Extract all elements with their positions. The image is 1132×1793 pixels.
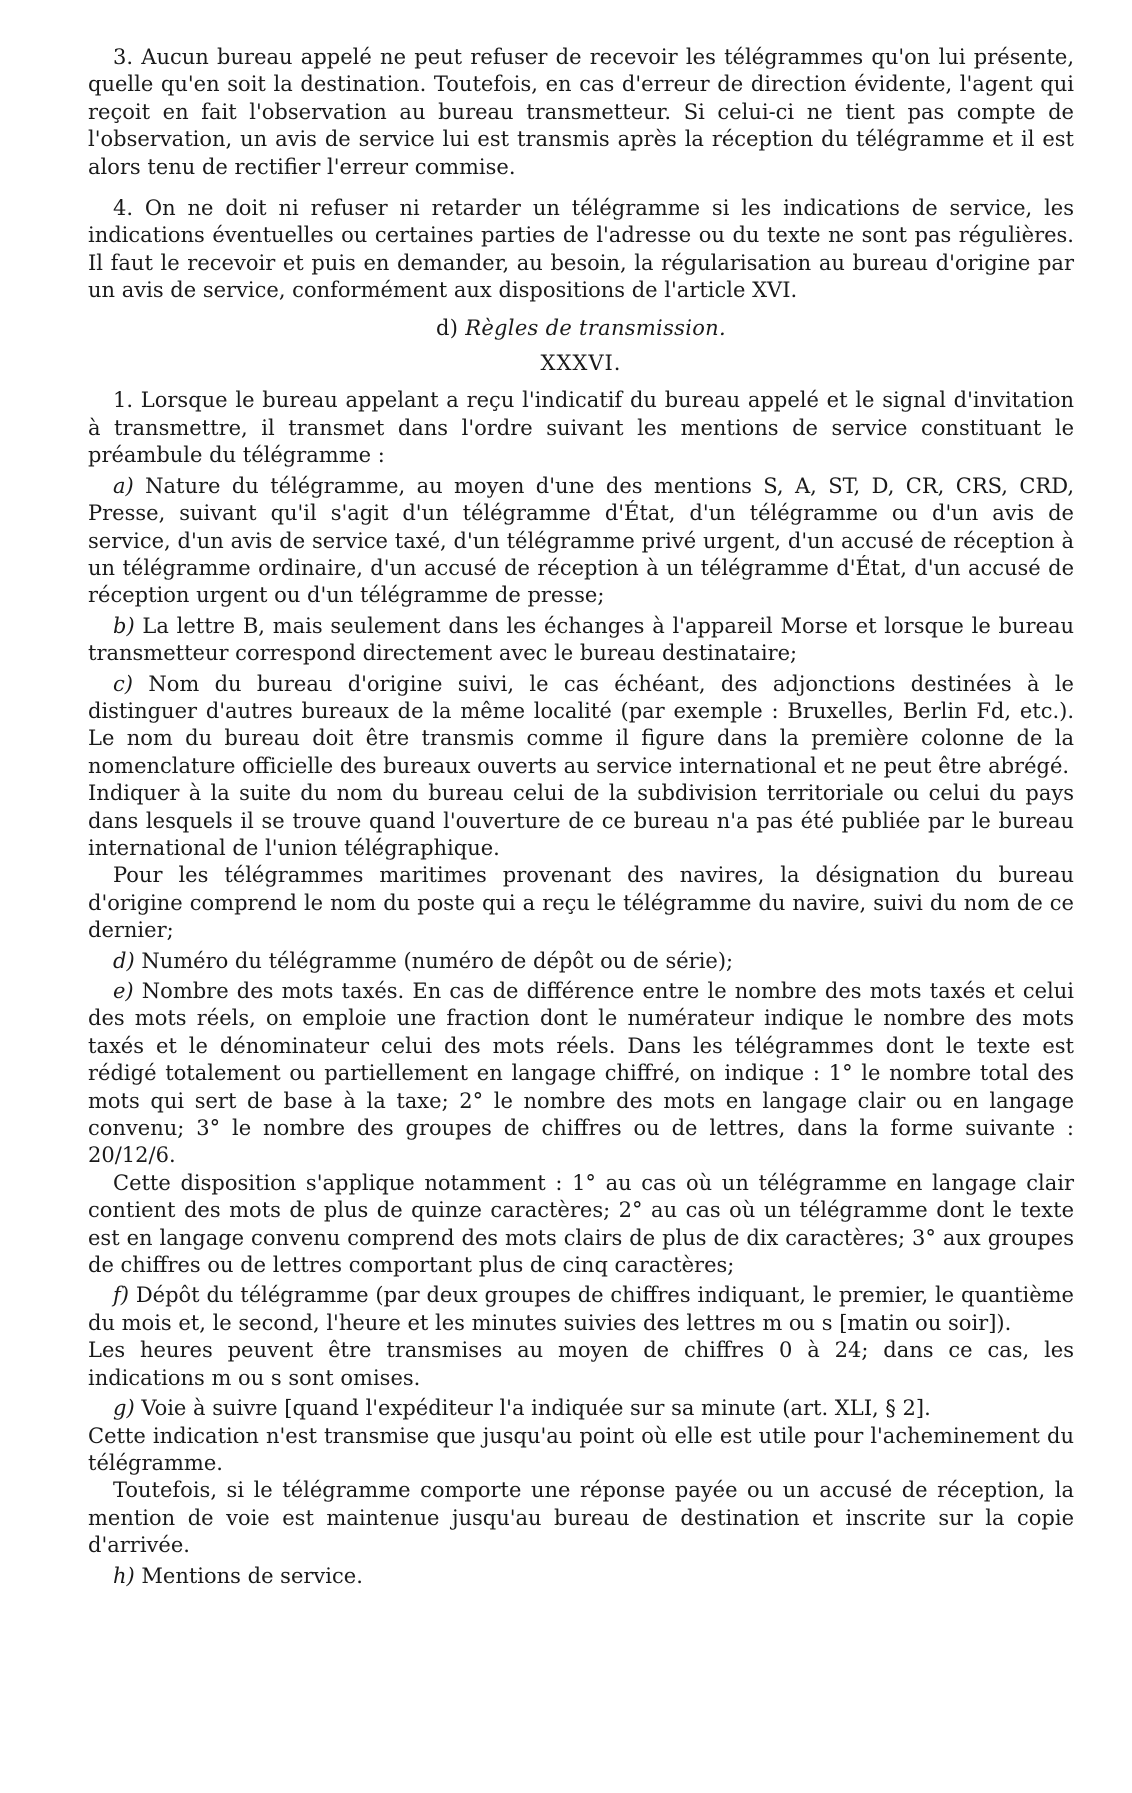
section-title: Règles de transmission.	[465, 315, 726, 340]
item-g-letter: g)	[113, 1396, 135, 1421]
item-f	[88, 1282, 1074, 1337]
item-f-letter: f)	[113, 1283, 129, 1308]
item-g-note-1: Cette indication n'est transmise que jusqu'au point où elle est utile pour l'acheminement du télégramme.	[88, 1423, 1074, 1475]
item-g-text: Voie à suivre [quand l'expéditeur l'a indiquée sur sa minute (art. XLI, § 2].	[141, 1396, 931, 1421]
item-c-note-2: Pour les télégrammes maritimes provenant des navires, la désignation du bureau d'origine comprend le nom du poste qui a reçu le télégramme du navire, suivi du nom de ce dernier;	[88, 863, 1074, 943]
item-e	[88, 978, 1074, 1170]
article-number: XXXVI.	[540, 351, 622, 376]
item-c-text: Nom du bureau d'origine suivi, le cas échéant, des adjonctions destinées à le distinguer d'autres bureaux de la même localité (par exemple : Bruxelles, Berlin Fd, etc.). Le nom du bureau doit être transmis comme il figure dans la première colonne de la nomenclature officielle des bureaux ouverts au service international et ne peut être abrégé.	[88, 671, 1074, 778]
section-label: d)	[435, 315, 459, 340]
item-d	[88, 948, 1074, 975]
item-f-text: Dépôt du télégramme (par deux groupes de chiffres indiquant, le premier, le quantième du mois et, le second, l'heure et les minutes suivies des lettres m ou s [matin ou soir]).	[88, 1283, 1074, 1335]
item-f-note: Les heures peuvent être transmises au moyen de chiffres 0 à 24; dans ce cas, les indications m ou s sont omises.	[88, 1338, 1074, 1390]
item-h	[88, 1563, 1074, 1590]
item-b-letter: b)	[113, 613, 135, 638]
item-c	[88, 671, 1074, 781]
item-a	[88, 473, 1074, 610]
item-h-letter: h)	[113, 1563, 135, 1588]
item-e-text: Nombre des mots taxés. En cas de différence entre le nombre des mots taxés et celui des mots réels, on emploie une fraction dont le numérateur indique le nombre des mots taxés et le dénominateur celui des mots réels. Dans les télégrammes dont le texte est rédigé totalement ou partiellement en langage chiffré, on indique : 1° le nombre total des mots qui sert de base à la taxe; 2° le nombre des mots en langage clair ou en langage convenu; 3° le nombre des groupes de chiffres ou de lettres, dans la forme suivante : 20/12/6.	[88, 979, 1074, 1168]
item-b-text: La lettre B, mais seulement dans les échanges à l'appareil Morse et lorsque le bureau transmetteur correspond directement avec le bureau destinataire;	[88, 613, 1074, 666]
section-heading	[88, 315, 1074, 342]
item-e-letter: e)	[113, 979, 134, 1003]
item-b	[88, 613, 1074, 668]
item-c-letter: c)	[113, 671, 133, 696]
item-c-note-1: Indiquer à la suite du nom du bureau celui de la subdivision territoriale ou celui du pays dans lesquels il se trouve quand l'ouverture de ce bureau n'a pas été publiée par le bureau international de l'union télégraphique.	[88, 781, 1074, 860]
item-g-note-2: Toutefois, si le télégramme comporte une réponse payée ou un accusé de réception, la mention de voie est maintenue jusqu'au bureau de destination et inscrite sur la copie d'arrivée.	[88, 1478, 1074, 1558]
item-a-text: Nature du télégramme, au moyen d'une des mentions S, A, ST, D, CR, CRS, CRD, Presse, suivant qu'il s'agit d'un télégramme d'État, d'un télégramme ou d'un avis de service, d'un avis de service taxé, d'un télégramme privé urgent, d'un accusé de réception à un télégramme ordinaire, d'un accusé de réception à un télégramme d'État, d'un accusé de réception urgent ou d'un télégramme de presse;	[88, 473, 1074, 608]
item-g	[88, 1395, 1074, 1422]
paragraph-4: 4. On ne doit ni refuser ni retarder un télégramme si les indications de service, les indications éventuelles ou certaines parties de l'adresse ou du texte ne sont pas régulières. Il faut le recevoir et puis en demander, au besoin, la régularisation au bureau d'origine par un avis de service, conformément aux dispositions de l'article XVI.	[88, 196, 1074, 303]
paragraph-3: 3. Aucun bureau appelé ne peut refuser de recevoir les télégrammes qu'on lui présente, quelle qu'en soit la destination. Toutefois, en cas d'erreur de direction évidente, l'agent qui reçoit en fait l'observation au bureau transmetteur. Si celui-ci ne tient pas compte de l'observation, un avis de service lui est transmis après la réception du télégramme et il est alors tenu de rectifier l'erreur commise.	[88, 45, 1074, 179]
item-d-text: Numéro du télégramme (numéro de dépôt ou de série);	[141, 948, 734, 973]
article-intro: 1. Lorsque le bureau appelant a reçu l'indicatif du bureau appelé et le signal d'invitation à transmettre, il transmet dans l'ordre suivant les mentions de service constituant le préambule du télégramme :	[88, 388, 1074, 468]
item-a-letter: a)	[113, 473, 134, 498]
item-e-note: Cette disposition s'applique notamment : 1° au cas où un télégramme en langage clair contient des mots de plus de quinze caractères; 2° au cas où un télégramme dont le texte est en langage convenu comprend des mots clairs de plus de dix caractères; 3° aux groupes de chiffres ou de lettres comportant plus de cinq caractères;	[88, 1170, 1074, 1278]
item-h-text: Mentions de service.	[141, 1563, 363, 1588]
item-d-letter: d)	[113, 948, 135, 973]
